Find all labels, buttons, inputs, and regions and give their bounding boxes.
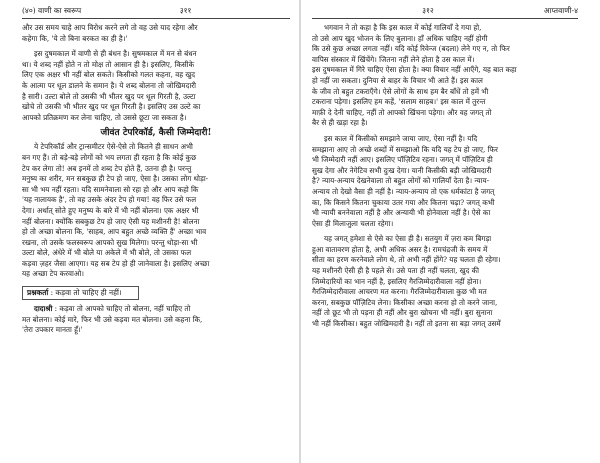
text-line: था। ये शब्द नहीं होते न तो मोक्ष तो आसान ही है। इसलिए, किसीके [22, 59, 195, 69]
paragraph [22, 23, 290, 44]
section-heading: जीवंत टेपरिकॉर्ड, कैसी जिम्मेदारी! [100, 128, 212, 139]
text-line: इस दुषमकाल में वाणी से ही बंधन है। सुषमकाल में मन से बंधन [34, 49, 197, 59]
text-line: यह जगत् हमेशा से ऐसे का ऐसा ही है। सतयुग में ज़रा कम बिगड़ा [324, 234, 492, 244]
text-line: है सारी। उल्टा बोले तो उसकी भी भीतर खुद पर धूल गिरती है, उल्टा [22, 91, 196, 101]
paragraph [22, 142, 290, 280]
right-page [300, 0, 600, 463]
text-line: टकराना पड़ेगा। इसलिए हम कहें, 'सलाम साहब।' इस काल में तुरन्त [312, 97, 486, 107]
text-line: सीता का हरण करनेवाले लोग थे, तो अभी नहीं होंगे? यह चलता ही रहेगा। [312, 255, 501, 265]
paragraph [312, 134, 578, 229]
running-title: (४०) वाणी का स्वरूप [22, 6, 82, 15]
text-line: तो उसे आप खुद भोजन के लिए बुलाना। हाँ अधिक चाहिए नहीं होगी [312, 33, 488, 43]
text-line: 'तेरा उपकार मानता हूँ।' [22, 325, 83, 335]
text-line: देगा। अर्थात् सोते हुए मनुष्य के बारे में भी नहीं बोलना। एक अक्षर भी [22, 205, 199, 215]
text-line: नहीं तो छूट भी तो पड़ना ही नहीं और बुरा खोचना भी नहीं। बुरा सुनाना [312, 308, 493, 318]
text-line: भी न्यायी बननेवाला नहीं है और अन्यायी भी होनेवाला नहीं है। ऐसे का [312, 208, 491, 218]
text-line: का, कि किसने कितना चुकाया उतर गया और कितना चढ़ा? जगत् कभी [312, 197, 495, 207]
paragraph [312, 234, 578, 329]
text-line: ऐसा ही मिलाजुला चलता रहेगा। [312, 218, 394, 228]
text-line: कहेगा कि, 'ये तो बिना बरकत का ही है।' [22, 33, 128, 43]
text-line: के जीव तो बहुत टकराएँगे। ऐसे लोगों के साथ हम बैर बाँधें तो हमें भी [312, 86, 489, 96]
text-line: आपको प्रतिक्रमण कर लेना चाहिए, तो उससे छूटा जा सकता है। [22, 112, 187, 122]
text-line: मनुष्य का शरीर, मन सबकुछ ही टेप हो जाए, ऐसा है। उसका लोग थोड़ा- [22, 174, 209, 184]
page-number: ३११ [179, 6, 192, 15]
text-line: खोचे तो उसकी भी भीतर खुद पर धूल गिरती है। इसलिए उस उल्टे का [22, 102, 201, 112]
text-line: नहीं बोलना। क्योंकि सबकुछ टेप हो जाए ऐसी यह मशीनरी है! बोलना [22, 216, 200, 226]
text-line: इस दुषमकाल में गिरे चाहिए ऐसा होता है। क्या विचार नहीं आएँगे, यह बात कहा [312, 65, 517, 75]
text-line: भगवान ने तो कहा है कि इस काल में कोई गालियाँ दे गया हो, [324, 23, 482, 32]
text-line: 'यह नालायक है', तो वह उसके अंदर टेप हो गया! वह फिर उसे फल [22, 195, 197, 205]
answer-paragraph [22, 304, 290, 336]
text-line: बन गए हैं। तो बड़े-बड़े लोगों को भय लगता ही रहता है कि कोई कुछ [22, 152, 197, 162]
text-line: कड़वा ज़हर जैसा आएगा। यह सब टेप हो ही जानेवाला है। इसलिए अच्छा [22, 258, 210, 268]
page-header [22, 6, 290, 16]
text-line: यह अच्छा टेप करवाओ। [22, 269, 84, 279]
text-line: टेप कर लेगा तो! अब इनमें तो शब्द टेप होते हैं, उतना ही है। परन्तु [22, 163, 192, 173]
text-line: है? न्याय-अन्याय देखनेवाला तो बहुत लोगों को गालियाँ देता है। न्याय- [312, 176, 490, 186]
question-box [22, 286, 139, 300]
header-rule [22, 18, 290, 19]
answerer-label: दादाश्री [34, 304, 53, 314]
text-line: रखना, तो उसके फलस्वरूप आपको सुख मिलेगा। परन्तु थोड़ा-सा भी [22, 237, 198, 247]
running-title: आप्तवाणी-४ [543, 6, 578, 15]
text-line: समझाना आए तो अच्छे शब्दों में समझाओ कि यदि यह टेप हो जाए, फिर [312, 144, 498, 154]
header-rule [312, 18, 578, 19]
text-line: हो नहीं जा सकता। दुनिया से बाहर के विचार भी आते हैं। इस काल [312, 75, 483, 85]
text-line: भी जिम्मेदारी नहीं आए। इसलिए पॉज़िटिव रहना। जगत् में पॉज़िटिव ही [312, 155, 493, 165]
page-number: ३१२ [422, 6, 434, 15]
text-line: जिम्मेदारियों का भान नहीं है, इसलिए गैरजिम्मेदारीवाला नहीं होना। [312, 276, 482, 286]
text-line: भी नहीं किसीका। बहुत जोखिमदारी है। नहीं तो इतना सा बड़ा जगत् उसमें [312, 319, 501, 329]
text-line: सा भी भय नहीं रहता। यदि सामनेवाला सो रहा हो और आप कहो कि [22, 184, 199, 194]
text-line: ये टेपरिकॉर्ड और ट्रान्समीटर ऐसे-ऐसे तो कितने ही साधन अभी [34, 142, 193, 152]
questioner-label: प्रश्नकर्ता [27, 288, 49, 298]
text-line: गैरजिम्मेदारीवाला आचरण मत करना। गैरजिम्मेदारीवाला कुछ भी मत [312, 287, 487, 297]
text-line: हुआ वातावरण होता है, अभी अधिक असर है। रामचंद्रजी के समय में [312, 244, 488, 254]
page-header [312, 6, 578, 16]
text-line: और उस समय चाहे आप विरोध करने लगे तो वह उसे याद रहेगा और [22, 23, 198, 32]
text-line: माफ़ी दे देनी चाहिए, नहीं तो आपको खिंचना पड़ेगा। और वह जगत् तो [312, 107, 492, 117]
text-line: इस काल में किसीको समझाने जाया जाए, ऐसा नहीं है। यदि [324, 133, 478, 143]
text-line: के आत्मा पर धूल डालने के समान है। ये शब्द बोलना तो जोखिमदारी [22, 80, 197, 90]
text-line: मत बोलना। कोई मारे, फिर भी उसे कड़वा मत बोलना। उसे कहना कि, [22, 314, 203, 324]
text-line: सुख देगा और नेगेटिव सभी दुःख देगा। यानी किसीकी बड़ी जोखिमदारी [312, 165, 492, 175]
paragraph [22, 49, 290, 123]
text-line: उल्टा बोले, अंधेरे में भी बोले या अकेले में भी बोले, तो उसका फल [22, 248, 192, 258]
text-line [22, 304, 290, 315]
text-line: वापिस संस्कार में खिंचेंगे। जितना नहीं लेने होता है उस काल में। [312, 54, 475, 64]
text-line: कि उसे कुछ अच्छा लगता नहीं। यदि कोई रिवेन्ज (बदला) लेने गए न, तो फिर [312, 44, 510, 54]
question-text: : कड़वा तो चाहिए ही नहीं। [50, 288, 122, 298]
answer-text: : कड़वा तो आपको चाहिए तो बोलना, नहीं चाहिए तो [54, 304, 191, 314]
text-line: अन्याय तो देखो वैसा ही नहीं है। न्याय-अन्याय तो एक धर्मकांटा है जगत् [312, 186, 495, 196]
text-line: लिए एक अक्षर भी नहीं बोल सकते। किसीको गलत कहना, वह खुद [22, 70, 196, 80]
paragraph [312, 23, 578, 129]
text-line: बैर से ही खड़ा रहा है। [312, 118, 368, 128]
text-line: यह मशीनरी ऐसी ही है पहले से। उसे पता ही नहीं चलता, खुद की [312, 266, 480, 276]
text-line: करना, सबकुछ पॉज़िटिव लेना। किसीका अच्छा करना हो तो करने जाना, [312, 297, 498, 307]
text-line: हो तो अच्छा बोलना कि, 'साहब, आप बहुत अच्छे व्यक्ति हैं' अच्छा भाव [22, 227, 207, 237]
